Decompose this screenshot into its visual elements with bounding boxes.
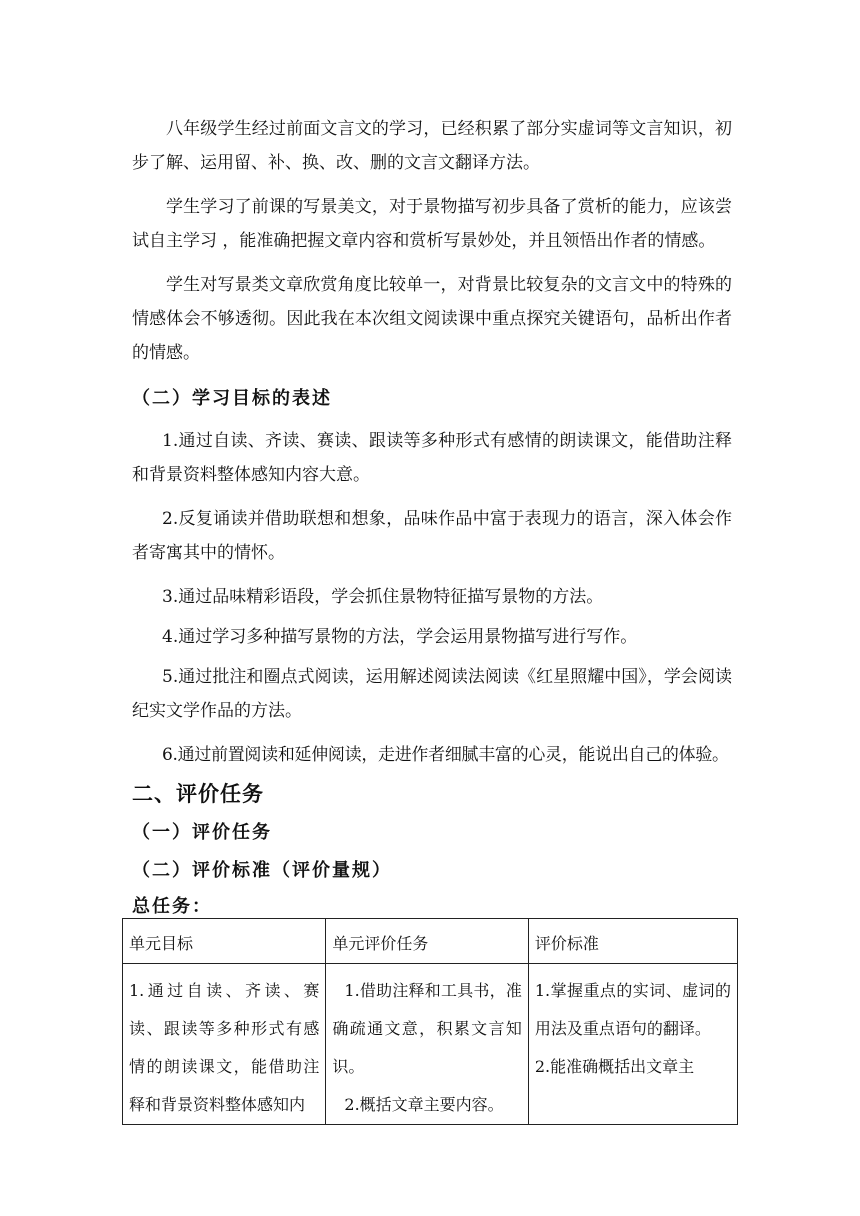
evaluation-heading: 二、评价任务	[132, 782, 264, 806]
total-task-label: 总任务：	[132, 896, 212, 917]
cell-text-unit-task	[332, 972, 521, 1124]
task-item-1: 1.借助注释和工具书，准确疏通文意，积累文言知识。	[332, 981, 522, 1076]
cell-text-criteria	[535, 972, 731, 1124]
table-cell-unit-task	[326, 964, 528, 1125]
column-header-unit-goal: 单元目标	[123, 919, 326, 964]
objective-item: 3.通过品味精彩语段，学会抓住景物特征描写景物的方法。	[162, 587, 604, 607]
criteria-item-1: 1.掌握重点的实词、虚词的用法及重点语句的翻译。	[534, 981, 731, 1038]
column-header-criteria: 评价标准	[528, 919, 737, 964]
paragraph-student-ability: 学生学习了前课的写景美文，对于景物描写初步具备了赏析的能力，应该尝试自主学习 ，能准确把握文章内容和赏析写景妙处，并且领悟出作者的情感。	[132, 197, 732, 251]
evaluation-rubric-table	[122, 918, 738, 1125]
column-header-unit-task: 单元评价任务	[326, 919, 528, 964]
table-header-row	[123, 919, 738, 964]
paragraph-student-difficulty: 学生对写景类文章欣赏角度比较单一，对背景比较复杂的文言文中的特殊的情感体会不够透彻。因此我在本次组文阅读课中重点探究关键语句，品析出作者的情感。	[132, 275, 732, 363]
objective-item: 1.通过自读、齐读、赛读、跟读等多种形式有感情的朗读课文，能借助注释和背景资料整体感知内容大意。	[132, 431, 732, 485]
objective-item: 4.通过学习多种描写景物的方法，学会运用景物描写进行写作。	[162, 627, 638, 647]
table-row	[123, 964, 738, 1125]
objective-item: 2.反复诵读并借助联想和想象，品味作品中富于表现力的语言，深入体会作者寄寓其中的情怀。	[132, 509, 732, 563]
task-item-2: 2.概括文章主要内容。	[344, 1095, 504, 1114]
evaluation-task-heading: （一）评价任务	[132, 822, 272, 843]
cell-text-unit-goal: 1.通过自读、齐读、赛读、跟读等多种形式有感情的朗读课文，能借助注释和背景资料整体感知内	[129, 981, 320, 1114]
evaluation-criteria-heading: （二）评价标准（评价量规）	[132, 860, 392, 881]
table-cell-criteria	[528, 964, 737, 1125]
paragraph-student-background: 八年级学生经过前面文言文的学习，已经积累了部分实虚词等文言知识，初步了解、运用留、补、换、改、删的文言文翻译方法。	[132, 119, 732, 173]
objective-item: 5.通过批注和圈点式阅读，运用解述阅读法阅读《红星照耀中国》，学会阅读纪实文学作品的方法。	[132, 667, 732, 721]
objective-item: 6.通过前置阅读和延伸阅读，走进作者细腻丰富的心灵，能说出自己的体验。	[162, 745, 729, 765]
criteria-item-2: 2.能准确概括出文章主	[534, 1057, 695, 1076]
table-cell-unit-goal	[123, 964, 326, 1125]
objectives-heading: （二）学习目标的表述	[132, 388, 332, 409]
